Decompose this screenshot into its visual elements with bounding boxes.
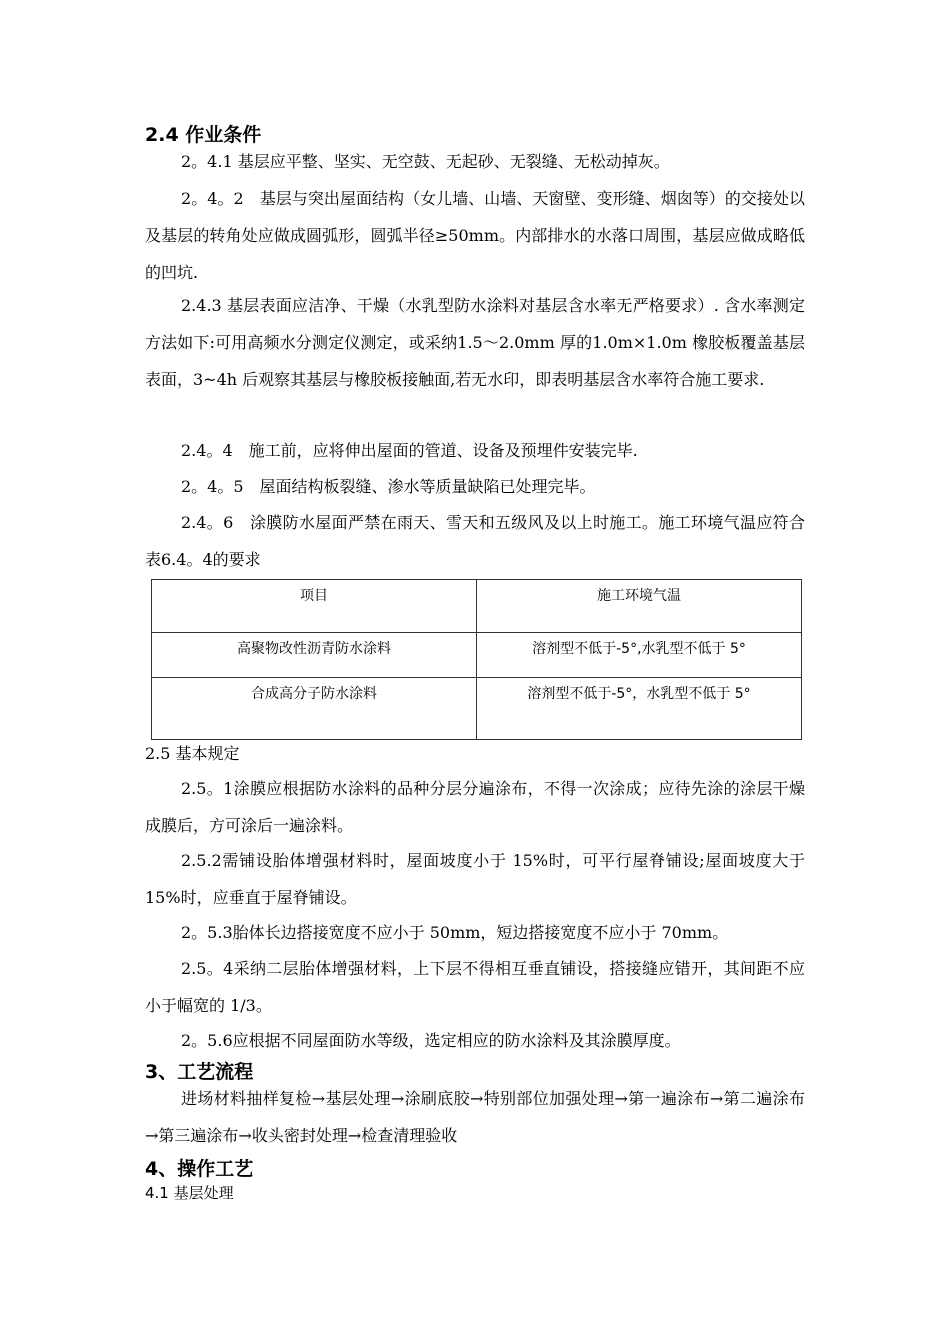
paragraph-2-4-3: 2.4.3 基层表面应洁净、干燥（水乳型防水涂料对基层含水率无严格要求）. 含水率测定方法如下:可用高频水分测定仪测定，或采纳1.5～2.0mm 厚的1.0m×1.0m 橡胶板覆盖基层表面，3~4h 后观察其基层与橡胶板接触面,若无水印，即表明基层含水率符合施工要求.	[145, 296, 805, 389]
paragraph-2-4-6: 2.4。6 涂膜防水屋面严禁在雨天、雪天和五级风及以上时施工。施工环境气温应符合表6.4。4的要求	[145, 513, 805, 569]
paragraph-2-5-6: 2。5.6应根据不同屋面防水等级，选定相应的防水涂料及其涂膜厚度。	[181, 1031, 681, 1050]
section-4-heading: 4、操作工艺	[145, 1158, 254, 1180]
temperature-table	[151, 579, 802, 740]
paragraph-2-5-4: 2.5。4采纳二层胎体增强材料，上下层不得相互垂直铺设，搭接缝应错开，其间距不应小于幅宽的 1/3。	[145, 959, 805, 1015]
table-header-cell: 施工环境气温	[477, 580, 802, 633]
table-cell: 溶剂型不低于-5°,水乳型不低于 5°	[477, 633, 802, 678]
paragraph-2-5-3: 2。5.3胎体长边搭接宽度不应小于 50mm，短边搭接宽度不应小于 70mm。	[181, 923, 729, 942]
table-cell: 溶剂型不低于-5°，水乳型不低于 5°	[477, 678, 802, 740]
table-cell: 合成高分子防水涂料	[152, 678, 477, 740]
paragraph-2-4-4: 2.4。4 施工前，应将伸出屋面的管道、设备及预埋件安装完毕.	[181, 441, 638, 460]
paragraph-2-5-1: 2.5。1涂膜应根据防水涂料的品种分层分遍涂布，不得一次涂成；应待先涂的涂层干燥成膜后，方可涂后一遍涂料。	[145, 779, 805, 835]
section-4-1-heading: 4.1 基层处理	[145, 1184, 234, 1202]
table-cell: 高聚物改性沥青防水涂料	[152, 633, 477, 678]
section-2-5-heading: 2.5 基本规定	[145, 744, 240, 763]
paragraph-2-4-5: 2。4。5 屋面结构板裂缝、渗水等质量缺陷已处理完毕。	[181, 477, 596, 496]
section-3-heading: 3、工艺流程	[145, 1061, 254, 1083]
table-row	[152, 633, 802, 678]
table-row	[152, 678, 802, 740]
paragraph-2-4-1: 2。4.1 基层应平整、坚实、无空鼓、无起砂、无裂缝、无松动掉灰。	[181, 152, 670, 171]
paragraph-2-5-2: 2.5.2需铺设胎体增强材料时，屋面坡度小于 15%时，可平行屋脊铺设;屋面坡度大于 15%时，应垂直于屋脊铺设。	[145, 851, 805, 907]
paragraph-2-4-2: 2。4。2 基层与突出屋面结构（女儿墙、山墙、天窗壁、变形缝、烟囱等）的交接处以及基层的转角处应做成圆弧形，圆弧半径≥50mm。内部排水的水落口周围，基层应做成略低的凹坑.	[145, 189, 805, 282]
table-header-cell: 项目	[152, 580, 477, 633]
table-header-row	[152, 580, 802, 633]
process-flow-text: 进场材料抽样复检→基层处理→涂刷底胶→特别部位加强处理→第一遍涂布→第二遍涂布→第三遍涂布→收头密封处理→检查清理验收	[145, 1089, 805, 1145]
section-2-4-heading: 2.4 作业条件	[145, 124, 262, 146]
